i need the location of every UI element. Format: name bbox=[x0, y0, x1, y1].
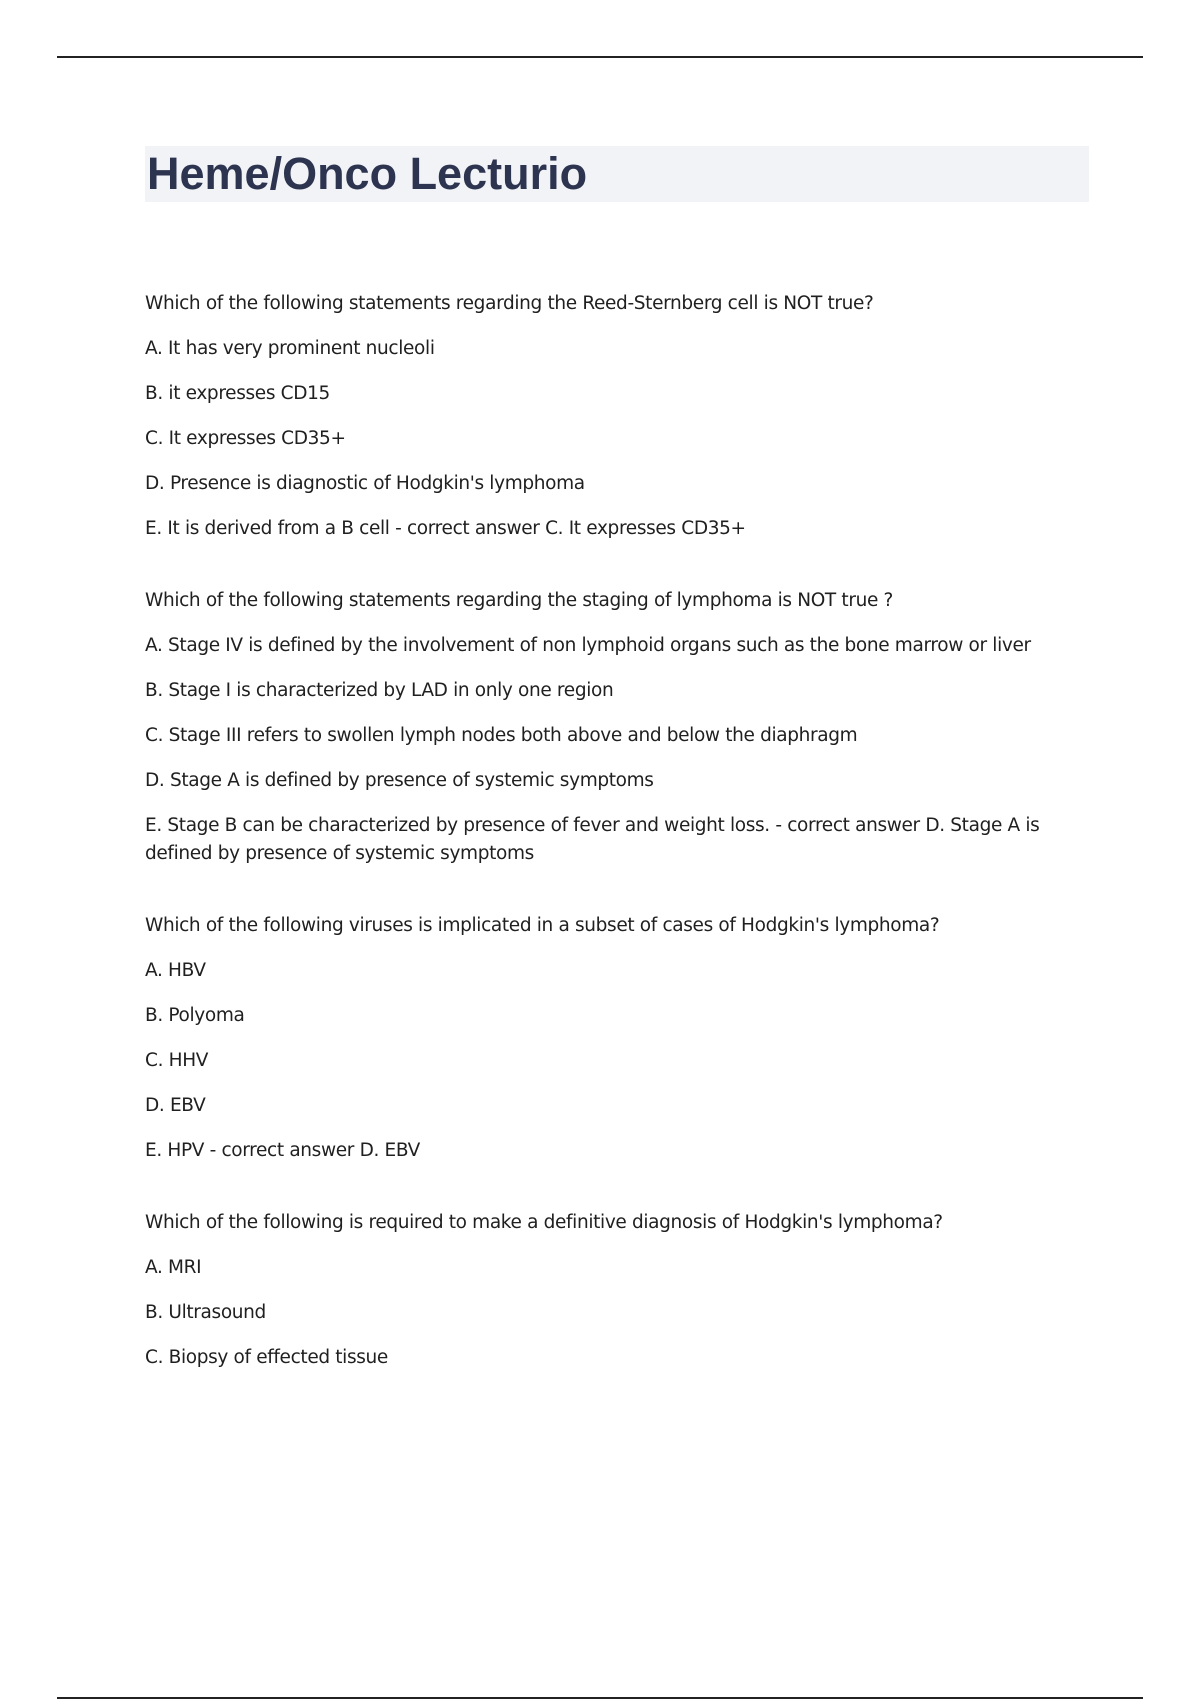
question-text: Which of the following viruses is implicated in a subset of cases of Hodgkin's lymphoma? bbox=[145, 915, 940, 936]
answer-option: C. It expresses CD35+ bbox=[145, 428, 346, 449]
answer-option: D. Stage A is defined by presence of systemic symptoms bbox=[145, 770, 654, 791]
answer-option: A. Stage IV is defined by the involvement of non lymphoid organs such as the bone marrow or liver bbox=[145, 635, 1031, 656]
answer-option: E. It is derived from a B cell - correct answer C. It expresses CD35+ bbox=[145, 518, 746, 539]
question-text: Which of the following is required to make a definitive diagnosis of Hodgkin's lymphoma? bbox=[145, 1212, 943, 1233]
question-block bbox=[145, 587, 1075, 868]
answer-option: D. EBV bbox=[145, 1095, 206, 1116]
question-text: Which of the following statements regarding the Reed-Sternberg cell is NOT true? bbox=[145, 293, 874, 314]
answer-option: A. It has very prominent nucleoli bbox=[145, 338, 435, 359]
top-rule bbox=[57, 56, 1143, 58]
answer-option: B. Polyoma bbox=[145, 1005, 245, 1026]
question-block bbox=[145, 1209, 1075, 1372]
question-block bbox=[145, 290, 1075, 543]
answer-option: C. Biopsy of effected tissue bbox=[145, 1347, 388, 1368]
answer-option: E. HPV - correct answer D. EBV bbox=[145, 1140, 420, 1161]
answer-option: B. Ultrasound bbox=[145, 1302, 266, 1323]
answer-option: D. Presence is diagnostic of Hodgkin's lymphoma bbox=[145, 473, 585, 494]
answer-option: C. Stage III refers to swollen lymph nodes both above and below the diaphragm bbox=[145, 725, 858, 746]
answer-option: A. HBV bbox=[145, 960, 206, 981]
answer-option: B. it expresses CD15 bbox=[145, 383, 330, 404]
answer-option: B. Stage I is characterized by LAD in only one region bbox=[145, 680, 614, 701]
answer-option: A. MRI bbox=[145, 1257, 202, 1278]
question-block bbox=[145, 912, 1075, 1165]
bottom-rule bbox=[57, 1697, 1143, 1699]
question-text: Which of the following statements regarding the staging of lymphoma is NOT true ? bbox=[145, 590, 893, 611]
page-title: Heme/Onco Lecturio bbox=[147, 148, 588, 199]
answer-option: E. Stage B can be characterized by presence of fever and weight loss. - correct answer D. Stage A is defined by presence of systemic symptoms bbox=[145, 815, 1040, 864]
answer-option: C. HHV bbox=[145, 1050, 209, 1071]
question-list bbox=[145, 290, 1075, 1416]
